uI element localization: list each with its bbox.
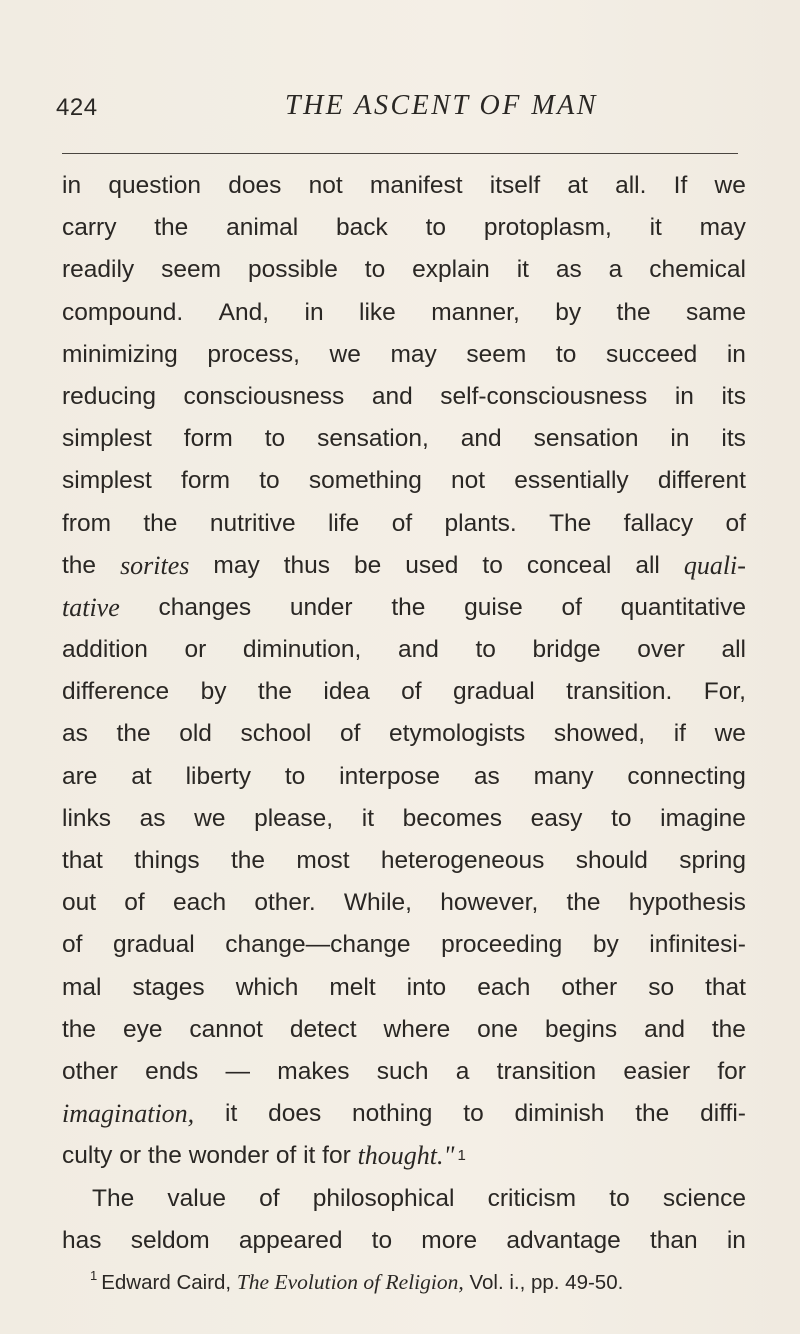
- text-line: that things the most heterogeneous should spring: [62, 847, 746, 874]
- text-line: links as we please, it becomes easy to imagine: [62, 804, 746, 832]
- text-line: has seldom appeared to more advantage than in: [62, 1226, 746, 1254]
- text-line: reducing consciousness and self-consciousness in its: [62, 382, 746, 410]
- text-line: simplest form to something not essentially different: [62, 467, 746, 495]
- text-line: carry the animal back to protoplasm, it may: [62, 214, 746, 242]
- footnote-reference[interactable]: 1: [457, 1147, 466, 1165]
- text-line: tative changes under the guise of quantitative: [62, 587, 746, 629]
- text-line: the eye cannot detect where one begins and the: [62, 1015, 746, 1043]
- text-line: addition or diminution, and to bridge over all: [62, 636, 746, 664]
- italic-word: tative: [62, 592, 120, 622]
- header-rule: [62, 153, 738, 154]
- text-line: the sorites may thus be used to conceal all quali-: [62, 545, 746, 587]
- running-head: [0, 90, 800, 130]
- footnote-number: 1: [90, 1268, 98, 1283]
- page-number: 424: [56, 94, 98, 121]
- text-line: from the nutritive life of plants. The fallacy of: [62, 509, 746, 537]
- text-line: imagination, it does nothing to diminish the diffi-: [62, 1093, 746, 1135]
- text-line: difference by the idea of gradual transition. For,: [62, 678, 746, 706]
- body-text: [62, 165, 746, 1262]
- footnote-title: The Evolution of Religion,: [236, 1270, 464, 1294]
- text-line: other ends — makes such a transition easier for: [62, 1057, 746, 1085]
- footnote: [90, 1268, 750, 1295]
- text-line: compound. And, in like manner, by the same: [62, 298, 746, 326]
- text-line: of gradual change—change proceeding by infinitesi-: [62, 931, 746, 959]
- text-line: mal stages which melt into each other so that: [62, 973, 746, 1001]
- text-line: are at liberty to interpose as many connecting: [62, 762, 746, 790]
- text-line: minimizing process, we may seem to succeed in: [62, 340, 746, 368]
- text-line: out of each other. While, however, the hypothesis: [62, 889, 746, 917]
- italic-word: quali-: [683, 550, 746, 580]
- text-line: readily seem possible to explain it as a chemical: [62, 256, 746, 284]
- text-line: in question does not manifest itself at all. If we: [62, 172, 746, 199]
- text-line: simplest form to sensation, and sensation in its: [62, 425, 746, 453]
- text-line: as the old school of etymologists showed, if we: [62, 720, 746, 748]
- italic-word: thought.": [357, 1141, 455, 1171]
- footnote-details: Vol. i., pp. 49-50.: [469, 1271, 624, 1294]
- text-line: The value of philosophical criticism to science: [92, 1184, 746, 1212]
- italic-word: sorites: [120, 550, 190, 580]
- italic-word: imagination,: [62, 1099, 195, 1129]
- text-line: culty or the wonder of it for thought." 1: [62, 1135, 746, 1177]
- footnote-author: Edward Caird,: [101, 1271, 232, 1294]
- running-title: THE ASCENT OF MAN: [285, 90, 598, 121]
